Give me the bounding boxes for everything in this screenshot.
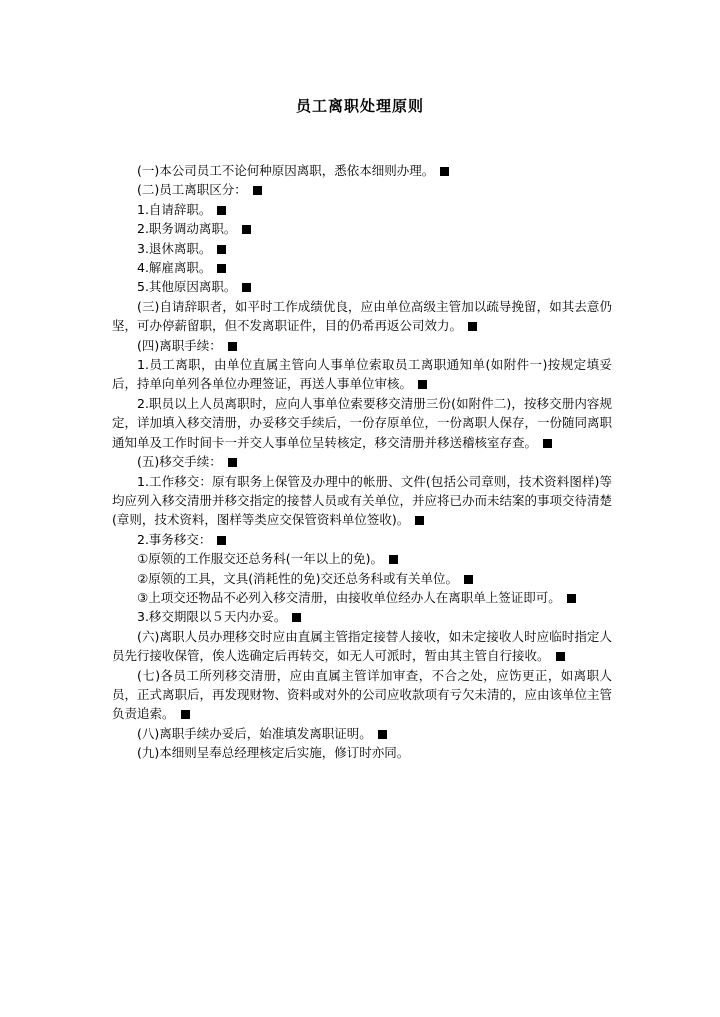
- square-marker-icon: [228, 458, 237, 467]
- paragraph-text: 2.职员以上人员离职时，应向人事单位索要移交清册三份(如附件二)，按移交册内容规定，详加填入移交清册，办妥移交手续后，一份存原单位，一份离职人保存，一份随同离职通知单及工作时间卡一并交人事单位呈转核定，移交清册并移送稽核室存查。: [112, 395, 613, 450]
- paragraph-14: [112, 530, 612, 549]
- paragraph-2: [112, 180, 612, 199]
- paragraph-text: (七)各员工所列移交清册，应由直属主管详加审查，不合之处，应饬更正，如离职人员，正式离职后，再发现财物、资料或对外的公司应收款项有亏欠未清的，应由该单位主管负责追索。: [112, 667, 613, 722]
- square-marker-icon: [292, 613, 301, 622]
- paragraph-9: [112, 336, 612, 355]
- paragraph-18: [112, 607, 612, 626]
- square-marker-icon: [217, 206, 226, 215]
- paragraph-text: 1.工作移交：原有职务上保管及办理中的帐册、文件(包括公司章则，技术资料图样)等均应列入移交清册并移交指定的接替人员或有关单位，并应将已办而未结案的事项交待清楚(章则，技术资料，图样等类应交保管资料单位签收)。: [112, 473, 613, 528]
- square-marker-icon: [415, 516, 424, 525]
- paragraph-20: [112, 666, 612, 724]
- paragraph-text: ③上项交还物品不必列入移交清册，由接收单位经办人在离职单上签证即可。: [137, 589, 561, 605]
- paragraph-13: [112, 472, 612, 530]
- square-marker-icon: [567, 594, 576, 603]
- paragraph-5: [112, 239, 612, 258]
- square-marker-icon: [440, 167, 449, 176]
- square-marker-icon: [242, 225, 251, 234]
- paragraph-11: [112, 394, 612, 452]
- paragraph-8: [112, 297, 612, 336]
- paragraph-4: [112, 219, 612, 238]
- paragraph-7: [112, 277, 612, 296]
- square-marker-icon: [217, 245, 226, 254]
- square-marker-icon: [464, 575, 473, 584]
- square-marker-icon: [378, 730, 387, 739]
- paragraph-text: 1.员工离职，由单位直属主管向人事单位索取员工离职通知单(如附件一)按规定填妥后，持单向单列各单位办理签证，再送人事单位审核。: [112, 357, 612, 392]
- paragraph-text: (五)移交手续：: [137, 454, 222, 470]
- document-body: [112, 161, 612, 763]
- square-marker-icon: [217, 264, 226, 273]
- square-marker-icon: [217, 536, 226, 545]
- paragraph-text: (九)本细则呈奉总经理核定后实施，修订时亦同。: [137, 745, 410, 761]
- paragraph-16: [112, 569, 612, 588]
- paragraph-text: 3.移交期限以５天内办妥。: [137, 609, 287, 625]
- paragraph-text: (八)离职手续办妥后，始准填发离职证明。: [137, 725, 372, 741]
- paragraph-3: [112, 200, 612, 219]
- square-marker-icon: [253, 186, 262, 195]
- paragraph-1: [112, 161, 612, 180]
- square-marker-icon: [228, 342, 237, 351]
- document-title: 员工离职处理原则: [295, 97, 424, 115]
- paragraph-6: [112, 258, 612, 277]
- paragraph-text: (三)自请辞职者，如平时工作成绩优良，应由单位高级主管加以疏导挽留，如其去意仍坚，可办停薪留职，但不发离职证件，目的仍希再返公司效力。: [112, 298, 612, 334]
- paragraph-22: [112, 743, 612, 762]
- paragraph-text: ①原领的工作服交还总务科(一年以上的免)。: [137, 551, 383, 567]
- square-marker-icon: [389, 555, 398, 564]
- square-marker-icon: [468, 322, 477, 331]
- paragraph-21: [112, 724, 612, 743]
- paragraph-17: [112, 588, 612, 607]
- square-marker-icon: [181, 710, 190, 719]
- paragraph-text: 2.事务移交：: [137, 531, 212, 547]
- paragraph-text: 5.其他原因离职。: [137, 279, 237, 295]
- square-marker-icon: [543, 439, 552, 448]
- paragraph-15: [112, 549, 612, 568]
- square-marker-icon: [556, 652, 565, 661]
- paragraph-text: (四)离职手续：: [137, 337, 222, 353]
- paragraph-10: [112, 355, 612, 394]
- paragraph-text: 4.解雇离职。: [137, 260, 212, 276]
- square-marker-icon: [418, 380, 427, 389]
- paragraph-text: (二)员工离职区分：: [137, 182, 247, 198]
- paragraph-text: ②原领的工具，文具(消耗性的免)交还总务科或有关单位。: [137, 570, 458, 586]
- paragraph-19: [112, 627, 612, 666]
- paragraph-text: (六)离职人员办理移交时应由直属主管指定接替人接收，如未定接收人时应临时指定人员先行接收保管，俟人选确定后再转交，如无人可派时，暂由其主管自行接收。: [112, 628, 612, 664]
- paragraph-12: [112, 452, 612, 471]
- square-marker-icon: [242, 283, 251, 292]
- paragraph-text: 1.自请辞职。: [137, 201, 212, 217]
- paragraph-text: 2.职务调动离职。: [137, 221, 237, 237]
- paragraph-text: (一)本公司员工不论何种原因离职，悉依本细则办理。: [137, 163, 435, 178]
- paragraph-text: 3.退休离职。: [137, 240, 212, 256]
